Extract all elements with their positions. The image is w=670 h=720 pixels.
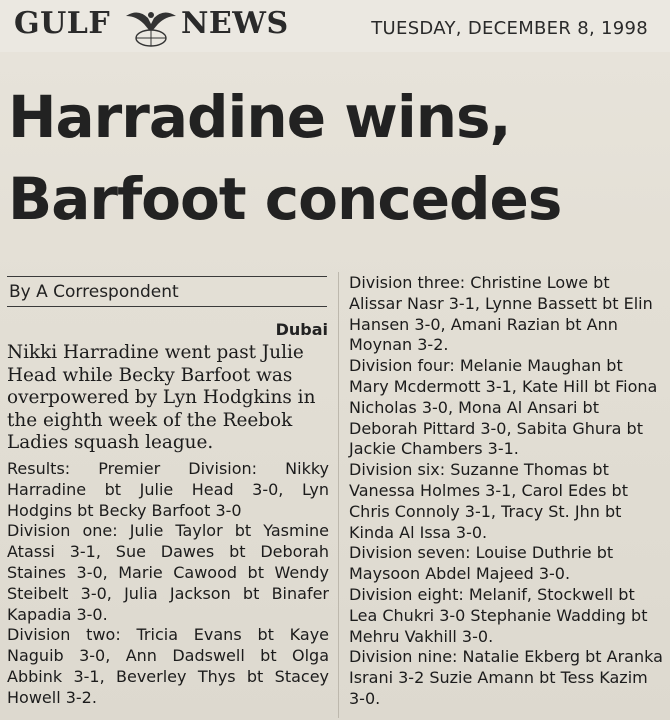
results-division-two: Division two: Tricia Evans bt Kaye Naguib 3-0, Ann Dadswell bt Olga Abbink 3-1, Beverley Thys bt Stacey Howell 3-2. (7, 625, 329, 707)
results-division-four: Division four: Melanie Maughan bt Mary Mcdermott 3-1, Kate Hill bt Fiona Nicholas 3-0, Mona Al Ansari bt Deborah Pittard 3-0, Sabita Ghura bt Jackie Chambers 3-1. (349, 356, 658, 459)
column-divider (338, 272, 339, 718)
headline: Harradine wins, Barfoot concedes (8, 83, 562, 233)
results-division-eight: Division eight: Melanif, Stockwell bt Lea Chukri 3-0 Stephanie Wadding bt Mehru Vakhill 3-0. (349, 584, 648, 646)
dateline: Dubai (275, 320, 328, 339)
masthead (0, 0, 670, 52)
issue-date: TUESDAY, DECEMBER 8, 1998 (371, 18, 648, 39)
results-premier: Results: Premier Division: Nikky Harradine bt Julie Head 3-0, Lyn Hodgins bt Becky Barfoot 3-0 (7, 459, 329, 520)
results-division-three: Division three: Christine Lowe bt Alissar Nasr 3-1, Lynne Bassett bt Elin Hansen 3-0, Amani Razian bt Ann Moynan 3-2. (349, 273, 653, 355)
masthead-gulf: GULF (14, 6, 111, 41)
results-column-1 (7, 459, 329, 709)
results-division-nine: Division nine: Natalie Ekberg bt Aranka Israni 3-2 Suzie Amann bt Tess Kazim 3-0. (349, 647, 663, 708)
results-division-one: Division one: Julie Taylor bt Yasmine Atassi 3-1, Sue Dawes bt Deborah Staines 3-0, Marie Cawood bt Wendy Steibelt 3-0, Julia Jackson bt Binafer Kapadia 3-0. (7, 521, 329, 624)
byline-bottom-rule (7, 306, 327, 307)
results-division-six: Division six: Suzanne Thomas bt Vanessa Holmes 3-1, Carol Edes bt Chris Connoly 3-1, Tracy St. Jhn bt Kinda Al Issa 3-0. (349, 460, 628, 542)
byline: By A Correspondent (9, 282, 179, 302)
byline-top-rule (7, 276, 327, 277)
results-column-2 (349, 273, 667, 710)
eagle-globe-icon (122, 2, 180, 50)
lede-paragraph: Nikki Harradine went past Julie Head while Becky Barfoot was overpowered by Lyn Hodgkins in the eighth week of the Reebok Ladies squash league. (7, 342, 316, 453)
masthead-news: NEWS (181, 6, 289, 41)
results-division-seven: Division seven: Louise Duthrie bt Maysoon Abdel Majeed 3-0. (349, 543, 614, 584)
